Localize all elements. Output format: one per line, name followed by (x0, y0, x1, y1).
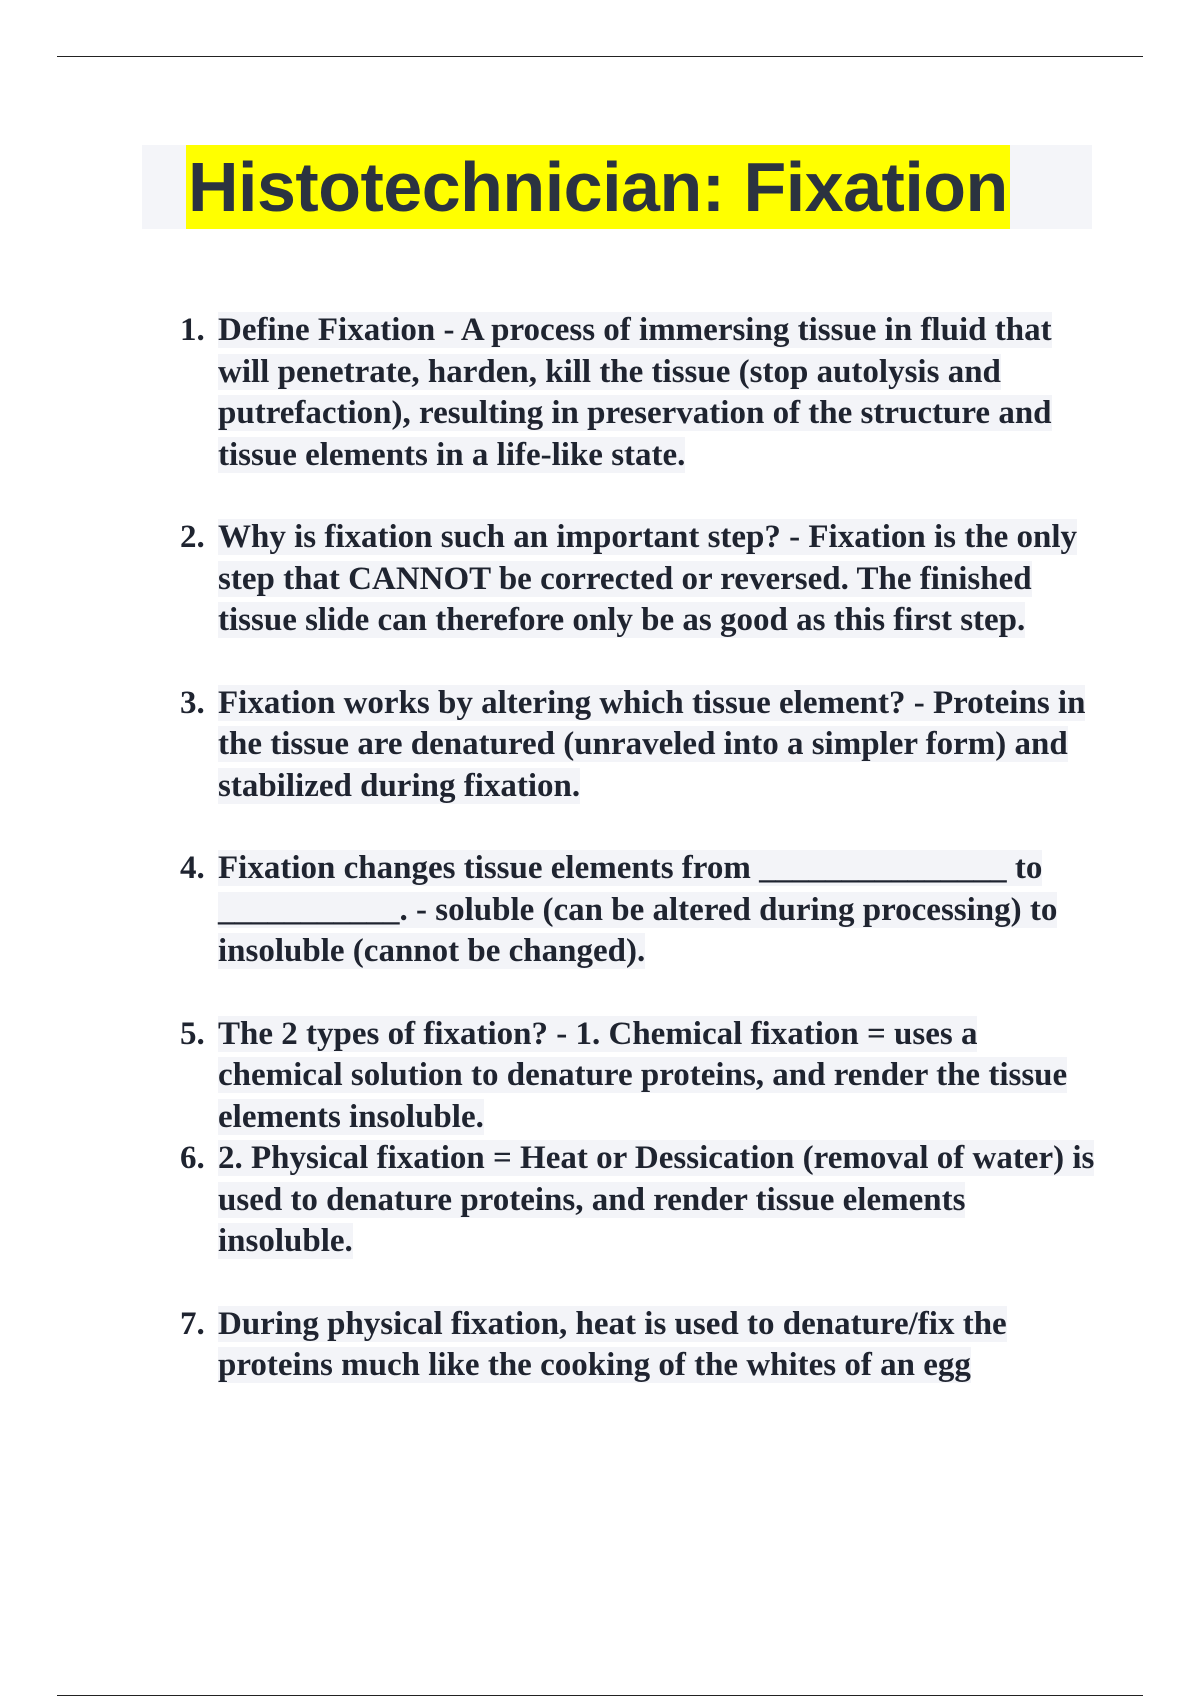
list-item (180, 1304, 1100, 1387)
item-number: 3. (180, 684, 205, 721)
item-number: 6. (180, 1140, 205, 1176)
item-text: Define Fixation - A process of immersing tissue in fluid that will penetrate, harden, kill the tissue (stop autolysis and putrefaction), resulting in preservation of the structure and tissue elements in a life-like state. (218, 312, 1052, 473)
item-number: 7. (180, 1305, 205, 1342)
item-number: 5. (180, 1015, 205, 1052)
list-item (180, 310, 1100, 476)
list-item (180, 1138, 1100, 1263)
item-text: The 2 types of fixation? - 1. Chemical fixation = uses a chemical solution to denature proteins, and render the tissue elements insoluble. (218, 1015, 1068, 1135)
item-text: 2. Physical fixation = Heat or Dessication (removal of water) is used to denature proteins, and render tissue elements insoluble. (218, 1140, 1095, 1259)
top-rule (57, 56, 1143, 57)
list-item (180, 848, 1100, 973)
item-number: 2. (180, 519, 205, 555)
list-item (180, 1014, 1100, 1139)
page-title: Histotechnician: Fixation (186, 145, 1010, 229)
item-text: Fixation works by altering which tissue element? - Proteins in the tissue are denatured (unraveled into a simpler form) and stabilized during fixation. (218, 684, 1086, 804)
bottom-rule (57, 1695, 1143, 1696)
list-item (180, 517, 1100, 642)
item-number: 1. (180, 312, 205, 348)
item-number: 4. (180, 850, 205, 886)
item-text: Why is fixation such an important step? - Fixation is the only step that CANNOT be corrected or reversed. The finished tissue slide can therefore only be as good as this first step. (218, 519, 1077, 638)
item-text: Fixation changes tissue elements from _______________ to ___________. - soluble (can be altered during processing) to insoluble (cannot be changed). (218, 850, 1058, 969)
question-list (180, 310, 1100, 1387)
item-text: During physical fixation, heat is used to denature/fix the proteins much like the cooking of the whites of an egg (218, 1305, 1007, 1383)
list-item (180, 683, 1100, 808)
